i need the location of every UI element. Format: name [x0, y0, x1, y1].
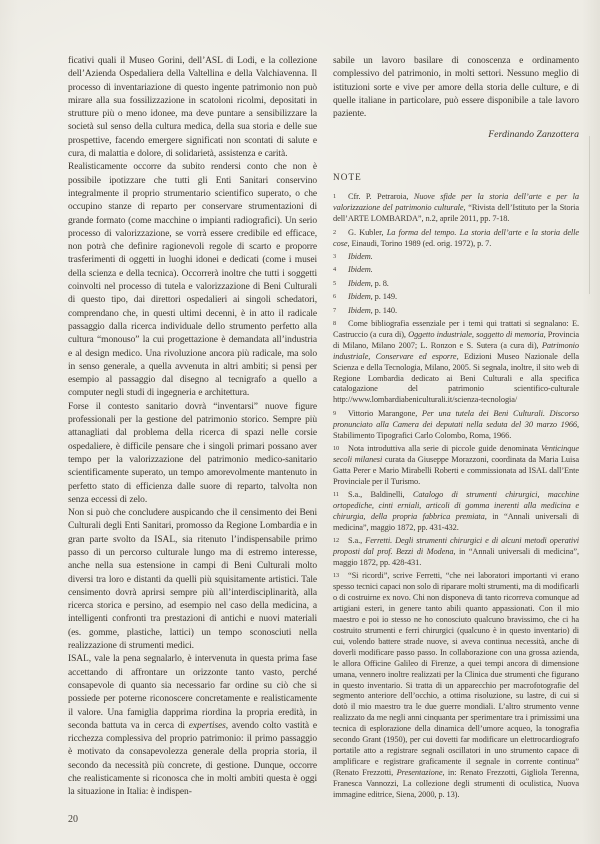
footnote-number: 9 [333, 409, 337, 417]
footnote-item [333, 571, 579, 800]
footnote-item [333, 192, 579, 225]
footnote-number: 1 [333, 193, 337, 201]
footnote-item [333, 536, 579, 569]
footnote-text: Ibidem, p. 8. [348, 278, 389, 288]
footnotes-list [333, 192, 579, 800]
left-text-column [68, 55, 317, 800]
footnote-number: 10 [333, 445, 340, 453]
body-paragraph: Forse il contesto sanitario dovrà “inventarsi” nuove figure professionali per la gestione del patrimonio storico. Sempre più attanagliati dal problema della ricerca di spazi nelle corsie ospedaliere, è difficile pensare che i singoli primari possano aver tempo per la valorizzazione del patrimonio medico-sanitario scientificamente superato, un tempo amorevolmente mantenuto in perfetto stato di efficienza dalle suore di reparto, talvolta non senza eccessi di zelo. [68, 401, 317, 505]
footnote-number: 12 [333, 537, 340, 545]
body-paragraph: Realisticamente occorre da subito rendersi conto che non è possibile ipotizzare che tutti gli Enti Sanitari conservino integralmente il proprio strumentario scientifico superato, o che occupino stanze di reparto per conservare strumentazioni di grande formato (come macchine o impianti radiografici). Un serio processo di valorizzazione, se vorrà essere credibile ed efficace, non potrà che definire ragionevoli regole di scarto e proporre trasferimenti di oggetti in luoghi idonei e dedicati (come i musei della scienza e della tecnica). Occorrerà inoltre che tutti i soggetti coinvolti nel processo di tutela e valorizzazione di Beni Culturali di questo tipo, dai direttori ospedalieri ai singoli schedatori, comprendano che, in questi ultimi decenni, è in atto il radicale passaggio dalla ricerca individuale dello strumento perfetto alla cultura “monouso” la cui progettazione è demandata all’industria e al design medico. Una rivoluzione ancora più radicale, ma solo in senso generale, a quella avvenuta in altri ambiti; si pensi per esempio al passaggio dal disegno al tecnigrafo a quello a computer negli studi di ingegneria e architettura. [68, 162, 317, 399]
footnote-number: 3 [333, 253, 337, 261]
body-paragraph: ficativi quali il Museo Gorini, dell’ASL di Lodi, e la collezione dell’Azienda Ospedaliera della Valtellina e della Valchiavenna. Il processo di inventariazione di questo ingente patrimonio non può mirare alla sua fossilizzazione in scatoloni ricolmi, depositati in strutture più o meno idonee, ma deve puntare a sensibilizzare la società sul senso della cultura medica, della sua storia e delle sue prospettive, facendo emergere significati non scontati di salute e cura, di malattia e dolore, di solidarietà, assistenza e carità. [68, 56, 317, 160]
footnote-text: G. Kubler, La forma del tempo. La storia dell’arte e la storia delle cose, Einaudi, Torino 1989 (ed. orig. 1972), p. 7. [333, 227, 580, 248]
footnote-item [333, 228, 579, 250]
footnote-text: S.a., Baldinelli, Catalogo di strumenti chirurgici, macchine ortopediche, cinti erniali, articoli di gomma inerenti alla medicina e chirurgia, della propria fabbrica premiata, in “Annali universali di medicina”, maggio 1872, pp. 431-432. [333, 490, 580, 532]
footnote-text: Vittorio Marangone, Per una tutela dei Beni Culturali. Discorso pronunciato alla Camera dei deputati nella seduta del 30 marzo 1966, Stabilimento Tipografici Carlo Colombo, Roma, 1966. [333, 408, 579, 440]
footnote-text: “Si ricordi”, scrive Ferretti, “che nei laboratori importanti vi erano spesso tecnici capaci non solo di riparare molti strumenti, ma di modificarli o di costruirne ex novo. Chi non disponeva di tanto ricorreva comunque ad artigiani esteri, in genere tanto abili quanto appassionati. Con il mio maestro e poi io stesso ne ho conosciuto qualcuno bravissimo, che ci ha costruito strumenti e ferri chirurgici (qualcuno è in questo inventario) di cui, volendo battere strade nuove, si aveva continua necessità, anche di doverli modificare passo passo. In collaborazione con una grossa azienda, le allora Officine Galileo di Firenze, a quei tempi ancora di dimensione umana, vennero inoltre realizzati per la Clinica due strumenti che figurano in questo inventario. Si tratta di un apparecchio per macrofotografie del segmento anteriore dell’occhio, a ottima risoluzione, su lastre, di cui si dotò il mio maestro tra le due guerre mondiali. L’altro strumento venne realizzato da me negli anni cinquanta per sperimentare tra i primissimi una tecnica di esplorazione della dinamica dell’umore acqueo, la tonografia secondo Grant (1950), per cui dovetti far modificare un elettrocardiografo portatile atto a registrare segnali oscillatori in uno strumento capace di amplificare e registrare graficamente il segnale in corrente continua” (Renato Frezzotti, Presentazione, in: Renato Frezzotti, Gigliola Terenna, Franesca Vannozzi, La collezione degli strumenti di oculistica, Nuova immagine editrice, Siena, 2000, p. 13). [333, 571, 579, 799]
footnote-item [333, 252, 579, 263]
footnote-number: 8 [333, 320, 337, 328]
footnote-number: 2 [333, 228, 337, 236]
footnote-text: Ibidem, p. 149. [348, 292, 397, 302]
footnote-number: 4 [333, 266, 337, 274]
body-paragraph: Non si può che concludere auspicando che il censimento dei Beni Culturali degli Enti Sanitari, promosso da Regione Lombardia e in gran parte svolto da ISAL, sia ritenuto l’indispensabile primo passo di un percorso culturale lungo ma di estremo interesse, anche nella sua estensione in campi di Beni Culturali molto diversi tra loro e distanti da quelli più squisitamente artistici. Tale censimento dovrà aprirsi sempre più all’interdisciplinarità, alla ricerca storica e persino, ad esempio nel caso della medicina, a intelligenti confronti tra prestazioni di antichi e nuovi materiali (es. gomme, plastiche, lattici) un tempo sconosciuti nella realizzazione di strumenti medici. [68, 508, 317, 652]
footnote-item [333, 490, 579, 534]
footnote-item [333, 306, 579, 317]
footnote-item [333, 265, 579, 276]
body-paragraph: ISAL, vale la pena segnalarlo, è intervenuta in questa prima fase accettando di affrontare un orizzonte tanto vasto, perché consapevole di quanto sia necessario far ordine su ciò che si possiede per poterne riconoscere concretamente e realisticamente il valore. Una famiglia dapprima riordina la propria eredità, in seconda battuta va in cerca di expertises, avendo colto vastità e ricchezza complessiva del proprio patrimonio: il primo passaggio è motivato da consapevolezza generale della propria storia, il secondo da necessità più concrete, di gestione. Dunque, occorre che realisticamente si riconosca che in molti ambiti questa è oggi la situazione in Italia: è indispen- [68, 654, 317, 798]
footnote-text: Cfr. P. Petraroia, Nuove sfide per la storia dell’arte e per la valorizzazione del patrimonio culturale, “Rivista dell’Istituto per la Storia dell’ARTE LOMBARDA”, n.2, aprile 2011, pp. 7-18. [333, 192, 579, 224]
right-text-column [333, 55, 579, 803]
scan-edge-artifact [589, 136, 590, 294]
notes-heading: NOTE [333, 172, 362, 183]
footnote-item [333, 409, 579, 442]
footnote-text: Ibidem, p. 140. [348, 305, 397, 315]
body-paragraph: sabile un lavoro basilare di conoscenza e ordinamento complessivo del patrimonio, in molti settori. Nessuno meglio di istituzioni sorte e vive per amore della storia delle culture, e di quelle italiane in particolare, può essere disponibile a tale lavoro paziente. [333, 56, 579, 120]
footnote-number: 5 [333, 279, 337, 287]
footnote-text: S.a., Ferretti. Degli strumenti chirurgici e di alcuni metodi operativi proposti dal prof. Bezzi di Modena, in “Annali universali di medicina”, maggio 1872, pp. 428-431. [333, 536, 580, 568]
footnote-item [333, 292, 579, 303]
footnote-item [333, 319, 579, 406]
footnote-number: 6 [333, 293, 337, 301]
footnote-text: Ibidem. [348, 252, 373, 262]
footnote-text: Ibidem. [348, 265, 373, 275]
footnote-text: Come bibliografia essenziale per i temi qui trattati si segnalano: E. Castruccio (a cura di), Oggetto industriale, soggetto di memoria, Provincia di Milano, Milano 2007; L. Ronzon e S. Sutera (a cura di), Patrimonio industriale, Conservare ed esporre, Edizioni Museo Nazionale della Scienza e della Tecnologia, Milano, 2005. Si segnala, inoltre, il sito web di Regione Lombardia dedicato ai Beni Culturali e alla specifica catalogazione del patrimonio scientifico-culturale http://www.lombardiabeniculturali.it/scienza-tecnologia/ [333, 319, 580, 405]
author-signature: Ferdinando Zanzottera [488, 129, 579, 141]
footnote-text: Nota introduttiva alla serie di piccole guide denominata Venticinque secoli milanesi curata da Giuseppe Morazzoni, coordinata da Maria Luisa Gatta Perer e Mario Mirabelli Roberti e commissionata ad ISAL dall’Ente Provinciale per il Turismo. [333, 444, 579, 486]
footnote-item [333, 444, 579, 488]
footnote-item [333, 279, 579, 290]
page-number: 20 [68, 814, 78, 825]
footnote-number: 7 [333, 306, 337, 314]
footnote-number: 13 [333, 572, 340, 580]
footnote-number: 11 [333, 491, 339, 499]
closing-paragraphs [333, 55, 579, 121]
